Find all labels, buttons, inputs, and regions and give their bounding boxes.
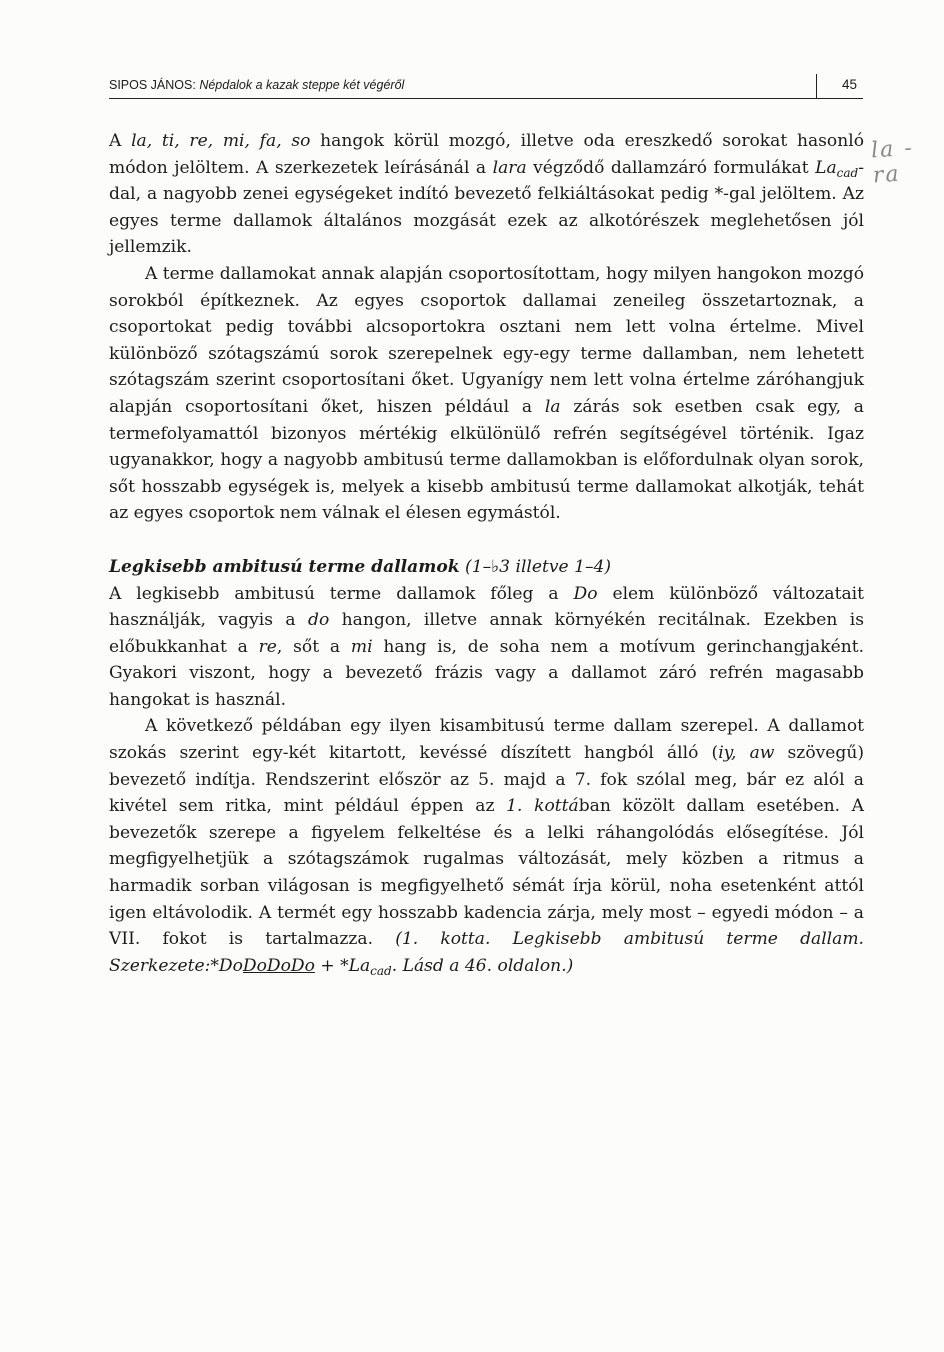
article-body [109, 128, 864, 979]
header-author: SIPOS JÁNOS: [109, 78, 200, 92]
paragraph-grouping: A terme dallamokat annak alapján csoportosítottam, hogy milyen hangokon mozgó sorokból építkeznek. Az egyes csoportok dallamai zeneileg összetartoznak, a csoportokat pedig további alcsoportokra osztani nem lett volna értelme. Mivel különböző szótagszámú sorok szerepelnek egy-egy terme dallamban, nem lehetett szótagszám szerint csoportosítani őket. Ugyanígy nem lett volna értelme záróhangjuk alapján csoportosítani őket, hiszen például a la zárás sok esetben csak egy, a termefolyamattól bizonyos mértékig elkülönülő refrén segítségével történik. Igaz ugyanakkor, hogy a nagyobb ambitusú terme dallamokban is előfordulnak olyan sorok, sőt hosszabb egységek is, melyek a kisebb ambitusú terme dallamokat alkotják, tehát az egyes csoportok nem válnak el élesen egymástól. [109, 263, 864, 524]
header-title: Népdalok a kazak steppe két végéről [199, 78, 405, 92]
handwritten-margin-note: la - ra [870, 135, 915, 189]
header-divider [816, 74, 817, 98]
paragraph-smallest-ambitus: A legkisebb ambitusú terme dallamok főleg a Do elem különböző változatait használják, vagyis a do hangon, illetve annak környékén recitálnak. Ezekben is előbukkanhat a re, sőt a mi hang is, de soha nem a motívum gerinchangjaként. Gyakori viszont, hogy a bevezető frázis vagy a dallamot záró refrén magasabb hangokat is használ. [109, 583, 865, 710]
running-header [109, 74, 863, 99]
page-number: 45 [841, 77, 857, 92]
header-author-title [109, 78, 404, 92]
paragraph-example: A következő példában egy ilyen kisambitusú terme dallam szerepel. A dallamot szokás szerint egy-két kitartott, kevéssé díszített hangból álló (iy, aw szövegű) bevezető indítja. Rendszerint először az 5. majd a 7. fok szólal meg, bár ez alól a kivétel sem ritka, mint például éppen az 1. kottában közölt dallam esetében. A bevezetők szerepe a figyelem felkeltése és a lelki ráhangolódás elősegítése. Jól megfigyelhetjük a szótagszámok rugalmas változását, mely közben a ritmus a harmadik sorban világosan is megfigyelhető sémát írja körül, noha esetenként attól igen eltávolodik. A termét egy hosszabb kadencia zárja, mely most – egyedi módon – a VII. fokot is tartalmazza. (1. kotta. Legkisebb ambitusú terme dallam. Szerkezete:*DoDoDoDo + $*La_{cad}$. Lásd a 46. oldalon.) [109, 716, 865, 978]
section-heading: Legkisebb ambitusú terme dallamok (1–♭3 illetve 1–4) [109, 556, 612, 577]
paragraph-notation: A la, ti, re, mi, fa, so hangok körül mozgó, illetve oda ereszkedő sorokat hasonló módon jelöltem. A szerkezetek leírásánál a lara végződő dallamzáró formulákat $La_{cad}$-dal, a nagyobb zenei egységeket indító bevezető felkiáltásokat pedig *-gal jelöltem. Az egyes terme dallamok általános mozgását ezek az alkotórészek meglehetősen jól jellemzik. [109, 131, 864, 258]
